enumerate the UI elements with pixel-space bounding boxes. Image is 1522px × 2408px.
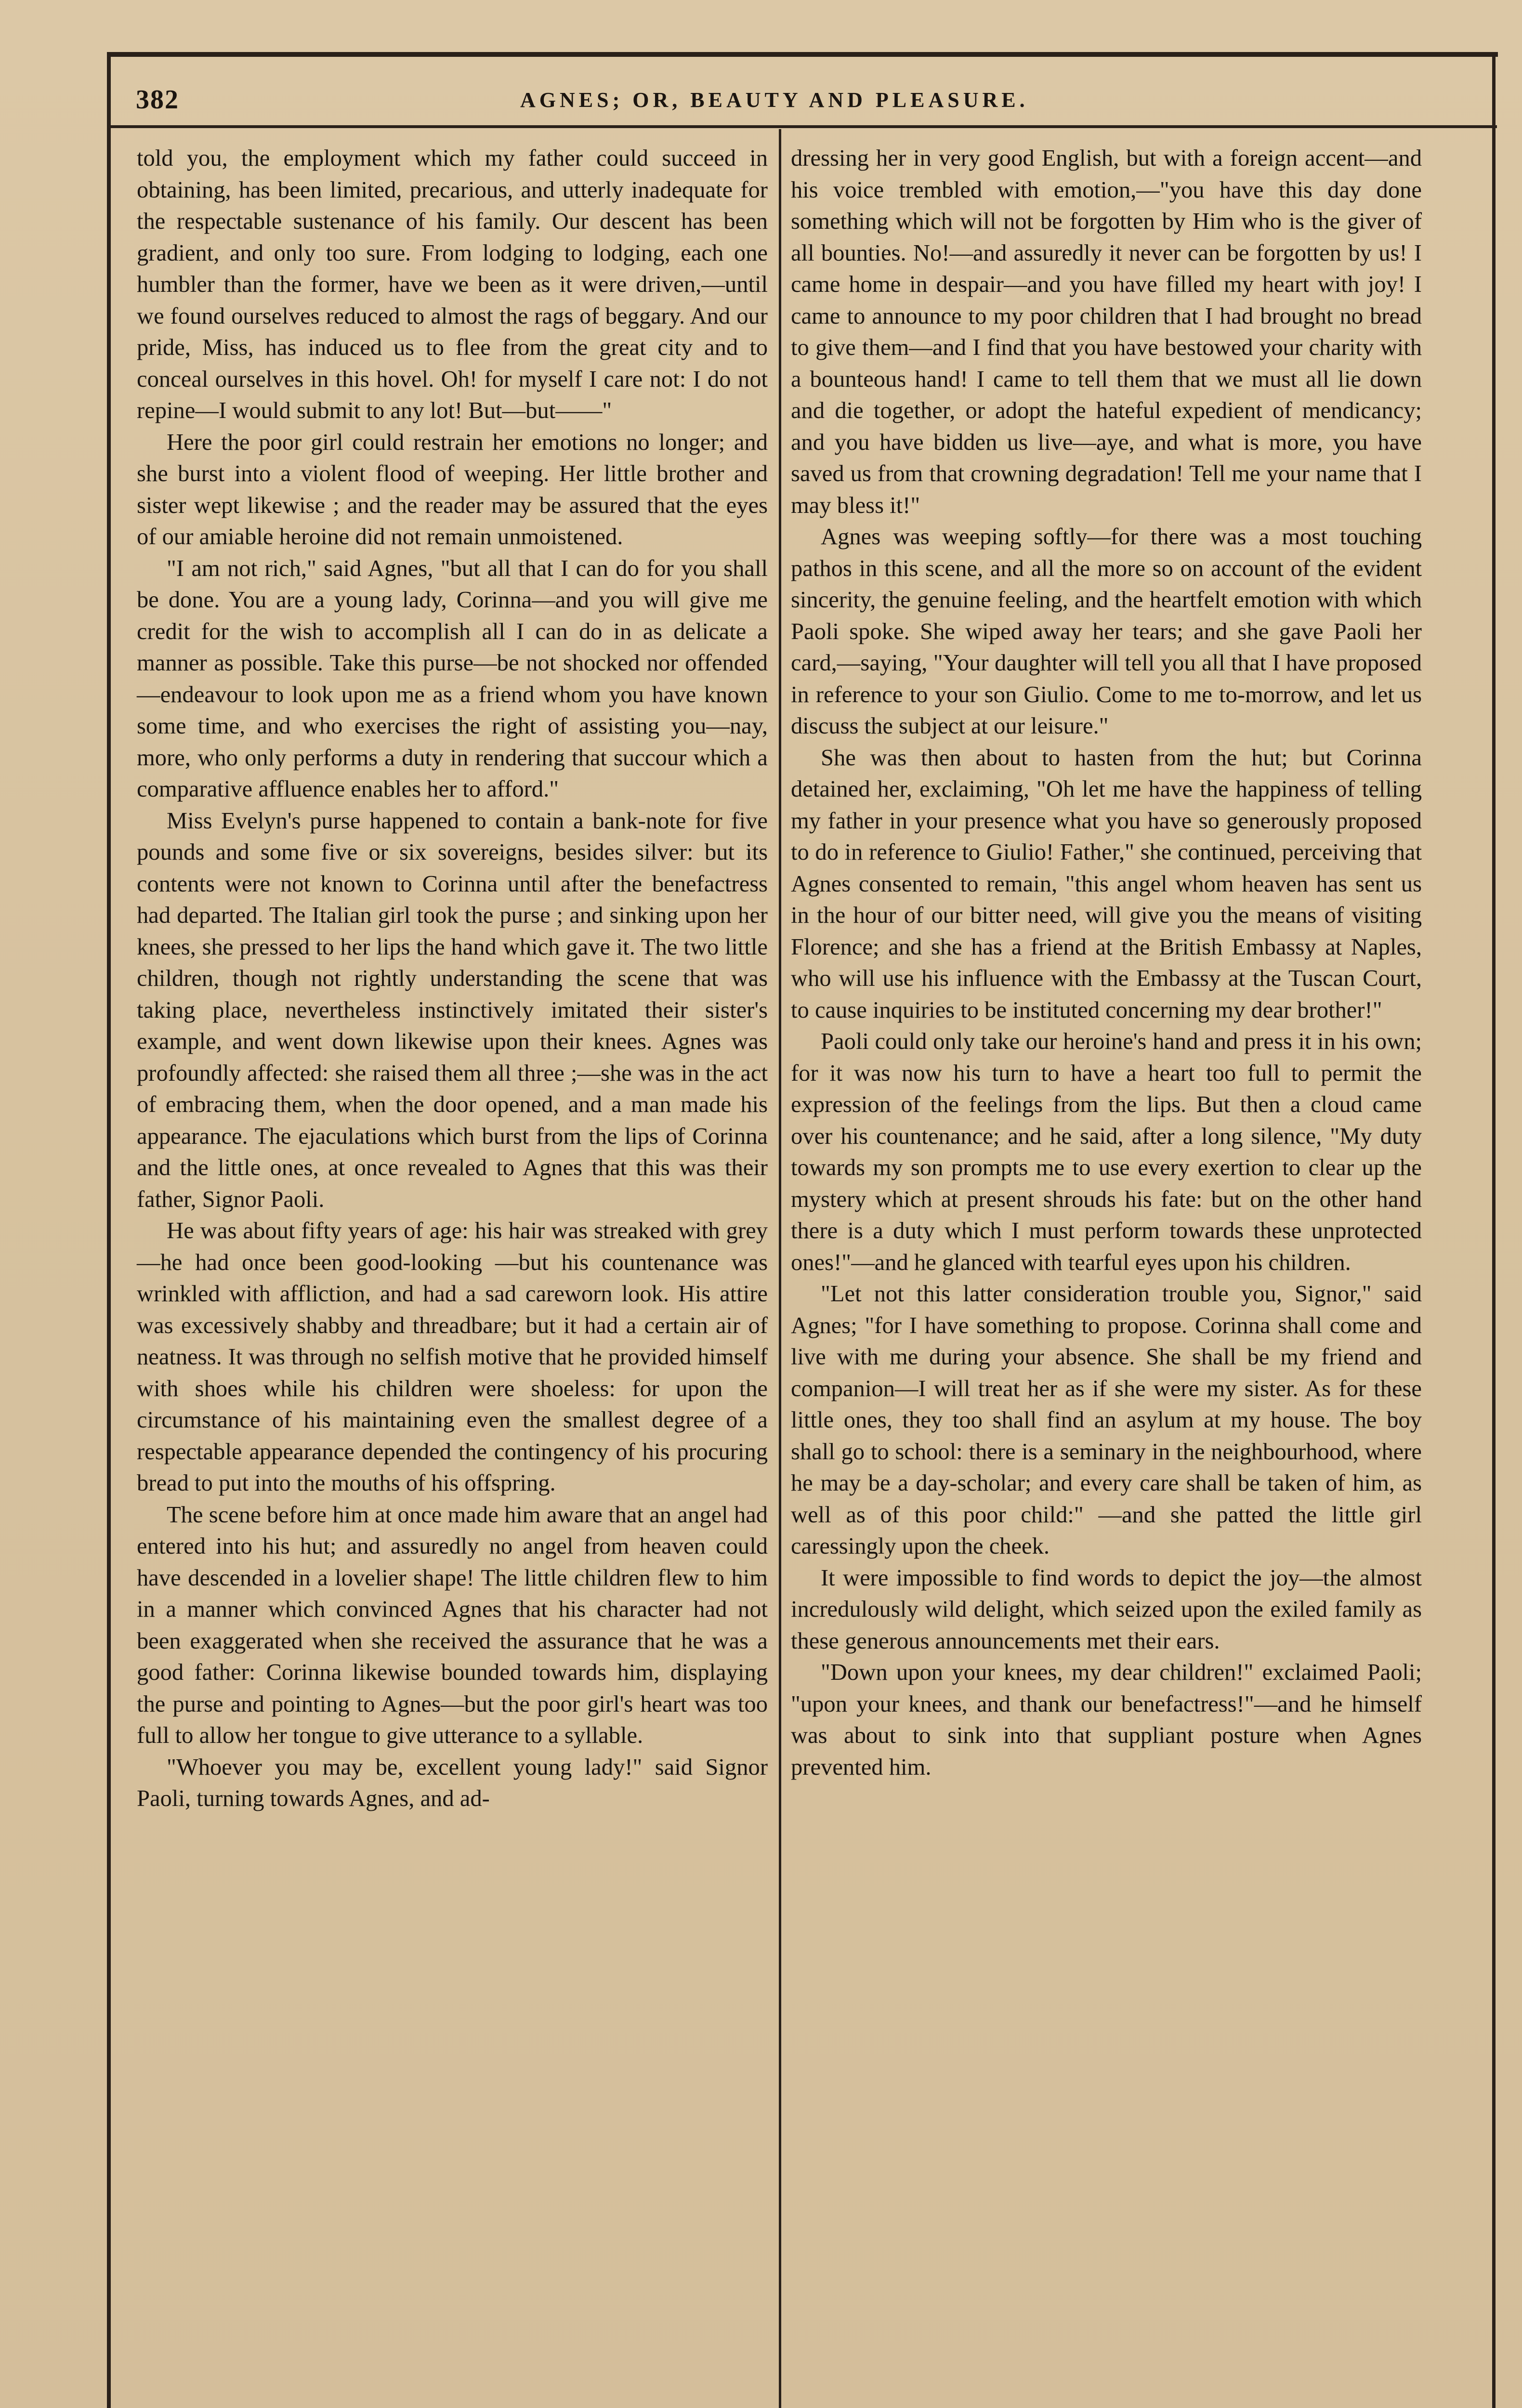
page-border-left (107, 52, 111, 2408)
paragraph: It were impossible to find words to depict the joy—the almost incredulously wild delight, which seized upon the exiled family as these generous announcements met their ears. (791, 1564, 1422, 1654)
column-divider (779, 129, 781, 2408)
running-title: AGNES; OR, BEAUTY AND PLEASURE. (520, 88, 1029, 112)
paragraph: "Let not this latter consideration trouble you, Signor," said Agnes; "for I have something to propose. Corinna shall come and live with me during your absence. She shall be my friend and companion—I will treat her as if she were my sister. As for these little ones, they too shall find an asylum at my house. The boy shall go to school: there is a seminary in the neighbourhood, where he may be a day-scholar; and every care shall be taken of him, as well as of this poor child:" —and she patted the little girl caressingly upon the cheek. (791, 1281, 1422, 1559)
paragraph: He was about fifty years of age: his hair was streaked with grey—he had once been good-looking —but his countenance was wrinkled with affliction, and had a sad careworn look. His attire was excessively shabby and threadbare; but it had a certain air of neatness. It was through no selfish motive that he provided himself with shoes while his children were shoeless: for upon the circumstance of his maintaining even the smallest degree of a respectable appearance depended the contingency of his procuring bread to put into the mouths of his offspring. (137, 1217, 768, 1496)
paragraph: Agnes was weeping softly—for there was a most touching pathos in this scene, and all the more so on account of the evident sincerity, the genuine feeling, and the heartfelt emotion with which Paoli spoke. She wiped away her tears; and she gave Paoli her card,—saying, "Your daughter will tell you all that I have proposed in reference to your son Giulio. Come to me to-morrow, and let us discuss the subject at our leisure." (791, 523, 1422, 739)
left-column (137, 143, 768, 1815)
paragraph: dressing her in very good English, but with a foreign accent—and his voice trembled with emotion,—"you have this day done something which will not be forgotten by Him who is the giver of all bounties. No!—and assuredly it never can be forgotten by us! I came home in despair—and you have filled my heart with joy! I came to announce to my poor children that I had brought no bread to give them—and I find that you have bestowed your charity with a bounteous hand! I came to tell them that we must all lie down and die together, or adopt the hateful expedient of mendicancy; and you have bidden us live—aye, and what is more, you have saved us from that crowning degradation! Tell me your name that I may bless it!" (791, 145, 1422, 518)
page-border-right (1492, 52, 1496, 2408)
paragraph: "Whoever you may be, excellent young lady!" said Signor Paoli, turning towards Agnes, and ad- (137, 1754, 768, 1811)
header-rule (107, 125, 1497, 128)
paragraph: The scene before him at once made him aware that an angel had entered into his hut; and assuredly no angel from heaven could have descended in a lovelier shape! The little children flew to him in a manner which convinced Agnes that his character had not been exaggerated when she received the assurance that he was a good father: Corinna likewise bounded towards him, displaying the purse and pointing to Agnes—but the poor girl's heart was too full to allow her tongue to give utterance to a syllable. (137, 1501, 768, 1748)
paragraph: Here the poor girl could restrain her emotions no longer; and she burst into a violent flood of weeping. Her little brother and sister wept likewise ; and the reader may be assured that the eyes of our amiable heroine did not remain unmoistened. (137, 429, 768, 550)
page-border-top (107, 52, 1498, 57)
right-column (791, 143, 1422, 1783)
page-number: 382 (136, 85, 179, 115)
paragraph: told you, the employment which my father could succeed in obtaining, has been limited, precarious, and utterly inadequate for the respectable sustenance of his family. Our descent has been gradient, and only too sure. From lodging to lodging, each one humbler than the former, have we been as it were driven,—until we found ourselves reduced to almost the rags of beggary. And our pride, Miss, has induced us to flee from the great city and to conceal ourselves in this hovel. Oh! for myself I care not: I do not repine—I would submit to any lot! But—but——" (137, 145, 768, 423)
paragraph: Paoli could only take our heroine's hand and press it in his own; for it was now his turn to have a heart too full to permit the expression of the feelings from the lips. But then a cloud came over his countenance; and he said, after a long silence, "My duty towards my son prompts me to use every exertion to clear up the mystery which at present shrouds his fate: but on the other hand there is a duty which I must perform towards these unprotected ones!"—and he glanced with tearful eyes upon his children. (791, 1028, 1422, 1275)
paragraph: She was then about to hasten from the hut; but Corinna detained her, exclaiming, "Oh let me have the happiness of telling my father in your presence what you have so generously proposed to do in reference to Giulio! Father," she continued, perceiving that Agnes consented to remain, "this angel whom heaven has sent us in the hour of our bitter need, will give you the means of visiting Florence; and she has a friend at the British Embassy at Naples, who will use his influence with the Embassy at the Tuscan Court, to cause inquiries to be instituted concerning my dear brother!" (791, 744, 1422, 1023)
paragraph: Miss Evelyn's purse happened to contain a bank-note for five pounds and some five or six sovereigns, besides silver: but its contents were not known to Corinna until after the benefactress had departed. The Italian girl took the purse ; and sinking upon her knees, she pressed to her lips the hand which gave it. The two little children, though not rightly understanding the scene that was taking place, nevertheless instinctively imitated their sister's example, and went down likewise upon their knees. Agnes was profoundly affected: she raised them all three ;—she was in the act of embracing them, when the door opened, and a man made his appearance. The ejaculations which burst from the lips of Corinna and the little ones, at once revealed to Agnes that this was their father, Signor Paoli. (137, 807, 768, 1212)
paragraph: "Down upon your knees, my dear children!" exclaimed Paoli; "upon your knees, and thank our benefactress!"—and he himself was about to sink into that suppliant posture when Agnes prevented him. (791, 1659, 1422, 1780)
paragraph: "I am not rich," said Agnes, "but all that I can do for you shall be done. You are a young lady, Corinna—and you will give me credit for the wish to accomplish all I can do in as delicate a manner as possible. Take this purse—be not shocked nor offended—endeavour to look upon me as a friend whom you have known some time, and who exercises the right of assisting you—nay, more, who only performs a duty in rendering that succour which a comparative affluence enables her to afford." (137, 555, 768, 802)
